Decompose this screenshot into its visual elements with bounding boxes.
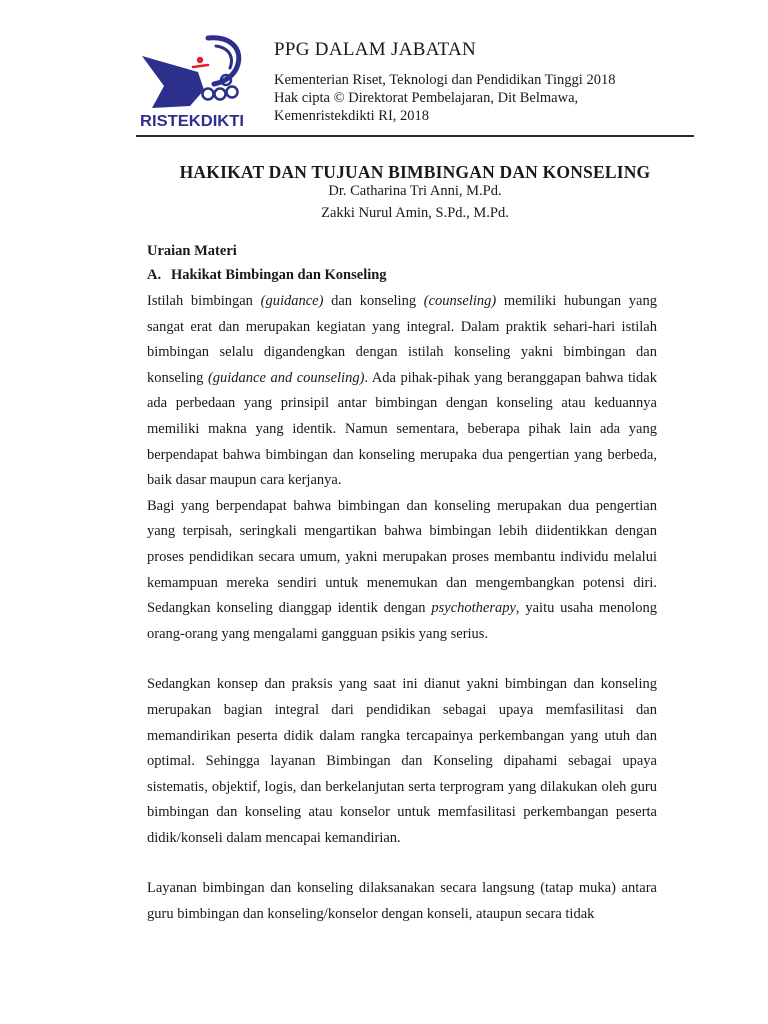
- header-copyright: Hak cipta © Direktorat Pembelajaran, Dit Belmawa,: [274, 90, 579, 106]
- header-copyright-year: Kemenristekdikti RI, 2018: [274, 108, 430, 124]
- p1-term-counseling: (counseling): [423, 293, 497, 309]
- logo-wordmark: RISTEKDIKTI: [140, 113, 244, 130]
- p1-term-guidance: (guidance): [260, 293, 324, 309]
- p2-text-c: , yaitu usaha menolong orang-orang yang mengalami gangguan psikis yang serius.: [147, 600, 657, 642]
- page-header: [0, 0, 768, 140]
- p2-text-a: Bagi yang berpendapat bahwa bimbingan dan konseling merupakan dua pengertian yang terpisah, seringkali mengartikan bahwa bimbingan lebih diidentikkan dengan proses pendidikan secara umum, yakni merupakan proses membantu individu melalui kemampuan mereka sendiri untuk menemukan dan mengembangkan potensi diri. Sedangkan konseling dianggap identik dengan: [147, 497, 657, 617]
- document-title: HAKIKAT DAN TUJUAN BIMBINGAN DAN KONSELING: [179, 162, 651, 182]
- header-title: PPG DALAM JABATAN: [274, 39, 477, 60]
- paragraph-2: [147, 494, 657, 648]
- paragraph-3: Sedangkan konsep dan praksis yang saat ini dianut yakni bimbingan dan konseling merupakan bagian integral dari pendidikan sebagai upaya memfasilitasi dan memandirikan peserta didik dalam rangka tercapainya perkembangan yang utuh dan optimal. Sehingga layanan Bimbingan dan Konseling dipahami sebagai upaya sistematis, objektif, logis, dan berkelanjutan serta terprogram yang dilakukan oleh guru bimbingan dan konseling atau konselor untuk memfasilitasi perkembangan peserta didik/konseli dalam mencapai kemandirian.: [147, 676, 657, 846]
- author-1: Dr. Catharina Tri Anni, M.Pd.: [328, 183, 502, 199]
- section-label: Uraian Materi: [147, 243, 237, 259]
- p1-text-a: Istilah bimbingan: [147, 293, 261, 309]
- paragraph-gap: [147, 647, 657, 672]
- document-body: [147, 239, 657, 928]
- header-text-block: [274, 38, 714, 125]
- p1-term-guidance-counseling: (guidance and counseling): [207, 369, 365, 386]
- author-2: Zakki Nurul Amin, S.Pd., M.Pd.: [321, 205, 509, 221]
- p2-term-psychotherapy: psychotherapy: [431, 600, 516, 617]
- sub-heading-number: A.: [147, 267, 162, 283]
- paragraph-1: [147, 289, 657, 494]
- header-divider: [136, 135, 694, 137]
- p1-text-g: . Ada pihak-pihak yang beranggapan bahwa tidak ada perbedaan yang prinsipil antar bimbingan dengan konseling atau keduannya memiliki makna yang identik. Namun sementara, beberapa pihak lain ada yang berpendapat bahwa bimbingan dan konseling merupaka dua pengertian yang berbeda, baik dasar maupun cara kerjanya.: [147, 369, 657, 489]
- sub-heading: [147, 263, 657, 289]
- ristekdikti-logo: [138, 34, 246, 130]
- p1-text-e: memiliki hubungan yang sangat erat dan merupakan kegiatan yang integral. Dalam praktik sehari-hari istilah bimbingan selalu digandengkan dengan istilah konseling yakni bimbingan dan konseling: [147, 293, 657, 386]
- paragraph-gap: [147, 851, 657, 876]
- paragraph-4: Layanan bimbingan dan konseling dilaksanakan secara langsung (tatap muka) antara guru bimbingan dan konseling/konselor dengan konseli, ataupun secara tidak: [147, 880, 657, 923]
- sub-heading-title: Hakikat Bimbingan dan Konseling: [171, 267, 387, 283]
- header-ministry: Kementerian Riset, Teknologi dan Pendidikan Tinggi 2018: [274, 72, 616, 88]
- p1-text-c: dan konseling: [323, 293, 424, 309]
